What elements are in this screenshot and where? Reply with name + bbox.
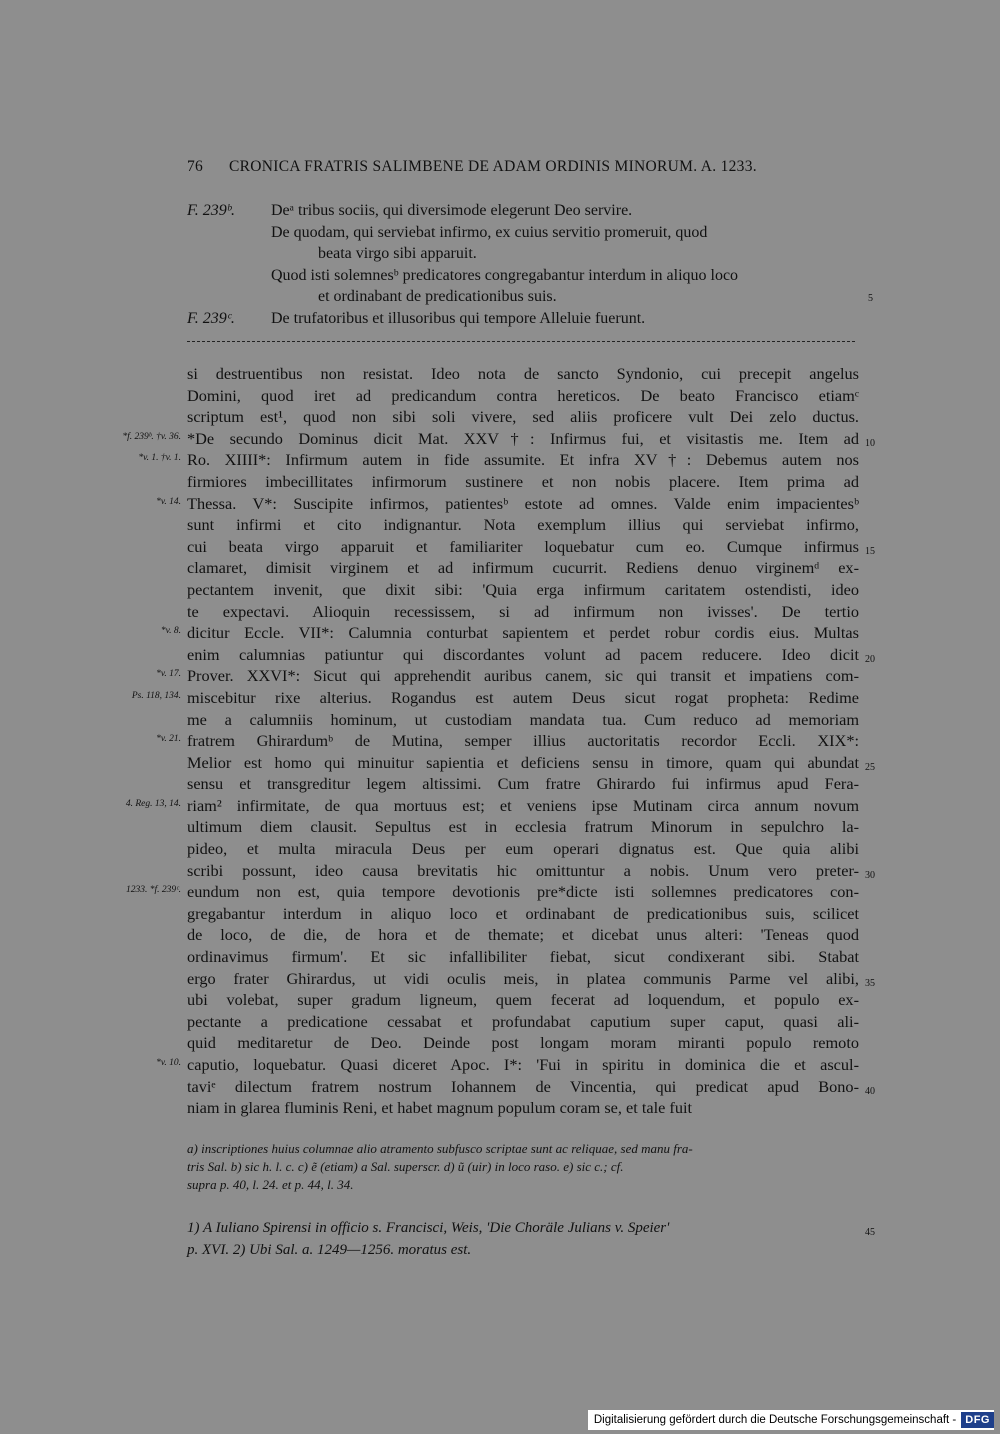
line-text: Thessa. V*: Suscipite infirmos, patientesᵇ estote ad omnes. Valde enim impacientesᵇ bbox=[187, 493, 859, 513]
text-line bbox=[122, 428, 875, 450]
text-line bbox=[187, 903, 859, 925]
text-line bbox=[156, 730, 859, 752]
line-text: eundum non est, quia tempore devotionis pre*dicte isti sollemnes predicatores con- bbox=[187, 882, 859, 902]
margin-reference: 4. Reg. 13, 14. bbox=[125, 798, 181, 809]
summary-line: beata virgo sibi apparuit. bbox=[318, 245, 477, 262]
text-line bbox=[138, 449, 859, 471]
line-text: caputio, loquebatur. Quasi diceret Apoc. I*: 'Fui in spiritu in dominica die et ascul- bbox=[187, 1055, 859, 1074]
footnote-line: 1) A Iuliano Spirensi in officio s. Francisci, Weis, 'Die Choräle Julians v. Speier' 45 bbox=[187, 1218, 877, 1240]
line-number: 15 bbox=[865, 545, 875, 557]
line-text: gregabantur interdum in aliquo loco et ordinabant de predicationibus suis, scilicet bbox=[187, 903, 859, 923]
text-line bbox=[187, 579, 859, 601]
text-line bbox=[156, 493, 859, 515]
margin-reference: *v. 14. bbox=[156, 496, 181, 507]
footnote-line: tris Sal. b) sic h. l. c. c) ẽ (etiam) a Sal. superscr. d) ũ (uir) in loco raso. e) sic c.; cf. bbox=[187, 1159, 624, 1174]
line-text: Melior est homo qui minuitur sapientia et deficiens sensu in timore, quam qui abundat bbox=[187, 752, 859, 772]
line-text: Prover. XXVI*: Sicut qui apprehendit auribus canem, sic qui transit et impatiens com- bbox=[187, 666, 859, 686]
text-line bbox=[187, 989, 859, 1011]
main-text bbox=[122, 363, 875, 1119]
line-text: de loco, de die, de hora et de themate; et dicebat unus alteri: 'Teneas quod bbox=[187, 925, 859, 945]
margin-reference: *v. 17. bbox=[156, 669, 181, 680]
running-title: CRONICA FRATRIS SALIMBENE DE ADAM ORDINIS MINORUM. A. 1233. bbox=[229, 158, 757, 175]
margin-reference: *v. 1. †v. 1. bbox=[138, 453, 181, 464]
line-text: miscebitur rixe alterius. Rogandus est autem Deus sicut rogat propheta: Redime bbox=[187, 687, 859, 707]
line-text: te expectavi. Alioquin recessissem, si ad infirmum non ivisses'. De tertio bbox=[187, 601, 859, 621]
margin-reference: Ps. 118, 134. bbox=[131, 690, 181, 701]
line-text: sunt infirmi et cito indignantur. Nota exemplum illius qui serviebat infirmo, bbox=[187, 515, 859, 535]
text-line bbox=[156, 665, 859, 687]
running-header bbox=[187, 158, 827, 176]
text-line bbox=[187, 709, 859, 731]
summary-line: F. 239ᶜ. De trufatoribus et illusoribus qui tempore Alleluie fuerunt. bbox=[187, 308, 867, 330]
line-text: firmiores imbecillitates infirmorum sustinere et non nobis placere. Item prima ad bbox=[187, 471, 859, 491]
text-line bbox=[187, 471, 859, 493]
line-text: riam² infirmitate, de qua mortuus est; et veniens ipse Mutinam circa annum novum bbox=[187, 795, 859, 815]
line-number: 20 bbox=[865, 653, 875, 665]
dfg-logo: DFG bbox=[961, 1412, 994, 1428]
margin-reference: 1233. *f. 239ᶜ. bbox=[125, 885, 181, 896]
text-line bbox=[187, 752, 875, 774]
margin-reference: *v. 8. bbox=[160, 626, 181, 637]
margin-reference: *v. 10. bbox=[156, 1058, 181, 1068]
summary-line: De quodam, qui serviebat infirmo, ex cuius servitio promeruit, quod bbox=[271, 223, 708, 241]
text-line bbox=[187, 773, 859, 795]
line-text: sensu et transgreditur legem altissimi. Cum fratre Ghirardo fui infirmus apud Fera- bbox=[187, 774, 859, 794]
text-line bbox=[187, 514, 859, 536]
line-text: ergo frater Ghirardus, ut vidi oculis meis, in platea communis Parme vel alibi, bbox=[187, 968, 859, 988]
line-text: ultimum diem clausit. Sepultus est in ecclesia fratrum Minorum in sepulchro la- bbox=[187, 817, 859, 837]
text-line bbox=[156, 1054, 859, 1076]
line-number: 35 bbox=[865, 977, 875, 989]
text-line bbox=[187, 816, 859, 838]
text-line bbox=[187, 557, 859, 579]
critical-apparatus bbox=[187, 1140, 867, 1194]
line-number: 25 bbox=[865, 761, 875, 773]
line-text: niam in glarea fluminis Reni, et habet magnum populum coram se, et tale fuit bbox=[187, 1098, 693, 1118]
line-text: quid meditaretur de Deo. Deinde post longam moram miranti populo remoto bbox=[187, 1033, 859, 1053]
text-line bbox=[187, 385, 859, 407]
line-text: dicitur Eccle. VII*: Calumnia conturbat sapientem et perdet robur cordis eius. Multas bbox=[187, 623, 859, 643]
text-line bbox=[187, 1032, 859, 1054]
footnote-line: p. XVI. 2) Ubi Sal. a. 1249—1256. moratus est. bbox=[187, 1241, 472, 1258]
text-line bbox=[187, 601, 859, 623]
line-text: pectante a predicatione cessabat et profundabat caputium super caput, quasi ali- bbox=[187, 1011, 859, 1031]
line-text: cui beata virgo apparuit et familiariter loquebatur cum eo. Cumque infirmus bbox=[187, 536, 859, 556]
line-number: 45 bbox=[865, 1227, 875, 1238]
text-line bbox=[187, 946, 859, 968]
line-number: 5 bbox=[868, 293, 873, 304]
folio-ref: F. 239ᶜ. bbox=[187, 309, 235, 327]
text-line bbox=[187, 924, 859, 946]
margin-reference: *v. 21. bbox=[156, 734, 181, 745]
line-text: pectantem invenit, que dixit sibi: 'Quia erga infirmum caritatem ostendisti, ideo bbox=[187, 579, 859, 599]
text-line bbox=[131, 687, 859, 709]
text-line bbox=[187, 1097, 859, 1119]
margin-reference: *f. 239ᵇ. †v. 36. bbox=[122, 431, 181, 442]
line-text: enim calumnias patiuntur qui discordantes volunt ad pacem reducere. Ideo dicit bbox=[187, 644, 859, 664]
folio-ref: F. 239ᵇ. bbox=[187, 202, 236, 219]
line-text: pideo, et multa miracula Deus per eum operari dignatus est. Que quia alibi bbox=[187, 839, 859, 859]
summary-line: et ordinabant de predicationibus suis. 5 bbox=[187, 286, 867, 308]
line-number: 40 bbox=[865, 1085, 875, 1097]
text-line bbox=[187, 1011, 859, 1033]
text-line bbox=[187, 968, 875, 990]
line-text: scribi possunt, ideo causa brevitatis hic omittuntur a nobis. Unum vero preter- bbox=[187, 860, 859, 880]
separator-rule bbox=[187, 341, 855, 342]
text-line bbox=[187, 406, 859, 428]
page-number: 76 bbox=[187, 158, 204, 175]
line-text: Domini, quod iret ad predicandum contra hereticos. De beato Francisco etiamᶜ bbox=[187, 385, 859, 405]
line-text: ordinavimus firmum'. Et sic infallibiliter fiebat, sicut condixerant sibi. Stabat bbox=[187, 947, 859, 967]
line-text: clamaret, dimisit virginem et ad infirmum cucurrit. Rediens denuo virginemᵈ ex- bbox=[187, 558, 859, 578]
dfg-funding-banner bbox=[588, 1410, 994, 1430]
line-number: 30 bbox=[865, 869, 875, 881]
line-text: Ro. XIIII*: Infirmum autem in fide assumite. Et infra XV†: Debemus autem nos bbox=[187, 450, 859, 470]
line-text: fratrem Ghirardumᵇ de Mutina, semper illius auctoritatis recordor Eccli. XIX*: bbox=[187, 731, 859, 751]
text-line bbox=[160, 622, 859, 644]
summary-line: F. 239ᵇ. Deᵃ tribus sociis, qui diversimode elegerunt Deo servire. bbox=[187, 200, 867, 222]
footnote-line: a) inscriptiones huius columnae alio atramento subfusco scriptae sunt ac reliquae, sed manu fra- bbox=[187, 1141, 693, 1156]
text-line bbox=[187, 1076, 875, 1098]
text-line bbox=[187, 838, 859, 860]
footnote-line: supra p. 40, l. 24. et p. 44, l. 34. bbox=[187, 1177, 354, 1192]
line-text: ubi volebat, super gradum ligneum, quem fecerat ad loquendum, et populo ex- bbox=[187, 990, 859, 1010]
numbered-footnotes bbox=[187, 1218, 877, 1261]
chapter-summary bbox=[187, 200, 873, 329]
line-text: si destruentibus non resistat. Ideo nota de sancto Syndonio, cui precepit angelus bbox=[187, 364, 859, 383]
line-text: scriptum est¹, quod non sibi soli vivere, sed aliis proficere vult Dei zelo ductus. bbox=[187, 407, 859, 427]
text-line bbox=[187, 536, 875, 558]
line-text: me a calumniis hominum, ut custodiam mandata tua. Cum reduco ad memoriam bbox=[187, 709, 859, 729]
summary-line: Quod isti solemnesᵇ predicatores congregabantur interdum in aliquo loco bbox=[271, 266, 739, 284]
text-line bbox=[187, 644, 875, 666]
text-line bbox=[187, 363, 859, 385]
text-line bbox=[125, 881, 859, 903]
line-number: 10 bbox=[865, 437, 875, 449]
text-line bbox=[125, 795, 859, 817]
line-text: taviᵉ dilectum fratrem nostrum Iohannem de Vincentia, qui predicat apud Bono- bbox=[187, 1076, 859, 1096]
text-line bbox=[187, 860, 875, 882]
line-text: *De secundo Dominus dicit Mat. XXV†: Infirmus fui, et visitastis me. Item ad bbox=[187, 428, 859, 448]
funding-text: Digitalisierung gefördert durch die Deutsche Forschungsgemeinschaft - bbox=[593, 1414, 957, 1426]
